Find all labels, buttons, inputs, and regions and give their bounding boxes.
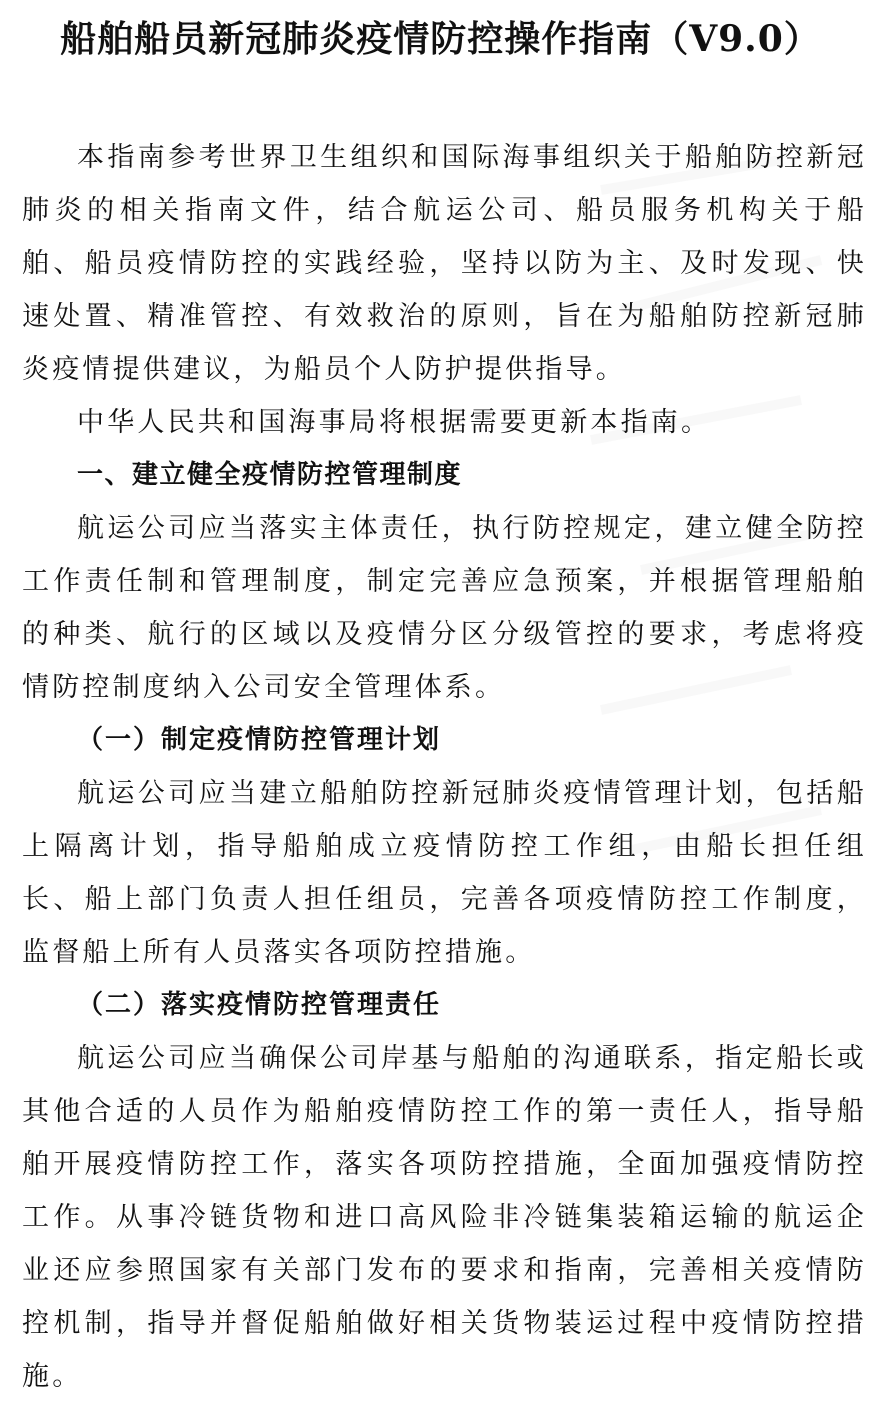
subsection-heading-management-plan: （一）制定疫情防控管理计划 xyxy=(77,725,442,755)
document-body xyxy=(22,131,867,1403)
section-body-management-system: 航运公司应当落实主体责任，执行防控规定，建立健全防控工作责任制和管理制度，制定完善应急预案，并根据管理船舶的种类、航行的区域以及疫情分区分级管控的要求，考虑将疫情防控制度纳入公司安全管理体系。 xyxy=(22,513,867,703)
subsection-body-management-responsibility: 航运公司应当确保公司岸基与船舶的沟通联系，指定船长或其他合适的人员作为船舶疫情防控工作的第一责任人，指导船舶开展疫情防控工作，落实各项防控措施，全面加强疫情防控工作。从事冷链货物和进口高风险非冷链集装箱运输的航运企业还应参照国家有关部门发布的要求和指南，完善相关疫情防控机制，指导并督促船舶做好相关货物装运过程中疫情防控措施。 xyxy=(22,1043,867,1392)
subsection-heading-management-responsibility: （二）落实疫情防控管理责任 xyxy=(77,990,442,1020)
intro-paragraph: 本指南参考世界卫生组织和国际海事组织关于船舶防控新冠肺炎的相关指南文件，结合航运公司、船员服务机构关于船舶、船员疫情防控的实践经验，坚持以防为主、及时发现、快速处置、精准管控、有效救治的原则，旨在为船舶防控新冠肺炎疫情提供建议，为船员个人防护提供指导。 xyxy=(22,142,867,385)
section-heading-management-system: 一、建立健全疫情防控管理制度 xyxy=(77,460,463,490)
update-notice-paragraph: 中华人民共和国海事局将根据需要更新本指南。 xyxy=(77,407,712,438)
subsection-body-management-plan: 航运公司应当建立船舶防控新冠肺炎疫情管理计划，包括船上隔离计划，指导船舶成立疫情防控工作组，由船长担任组长、船上部门负责人担任组员，完善各项疫情防控工作制度，监督船上所有人员落实各项防控措施。 xyxy=(22,778,867,968)
document-title: 船舶船员新冠肺炎疫情防控操作指南（V9.0） xyxy=(60,18,821,60)
